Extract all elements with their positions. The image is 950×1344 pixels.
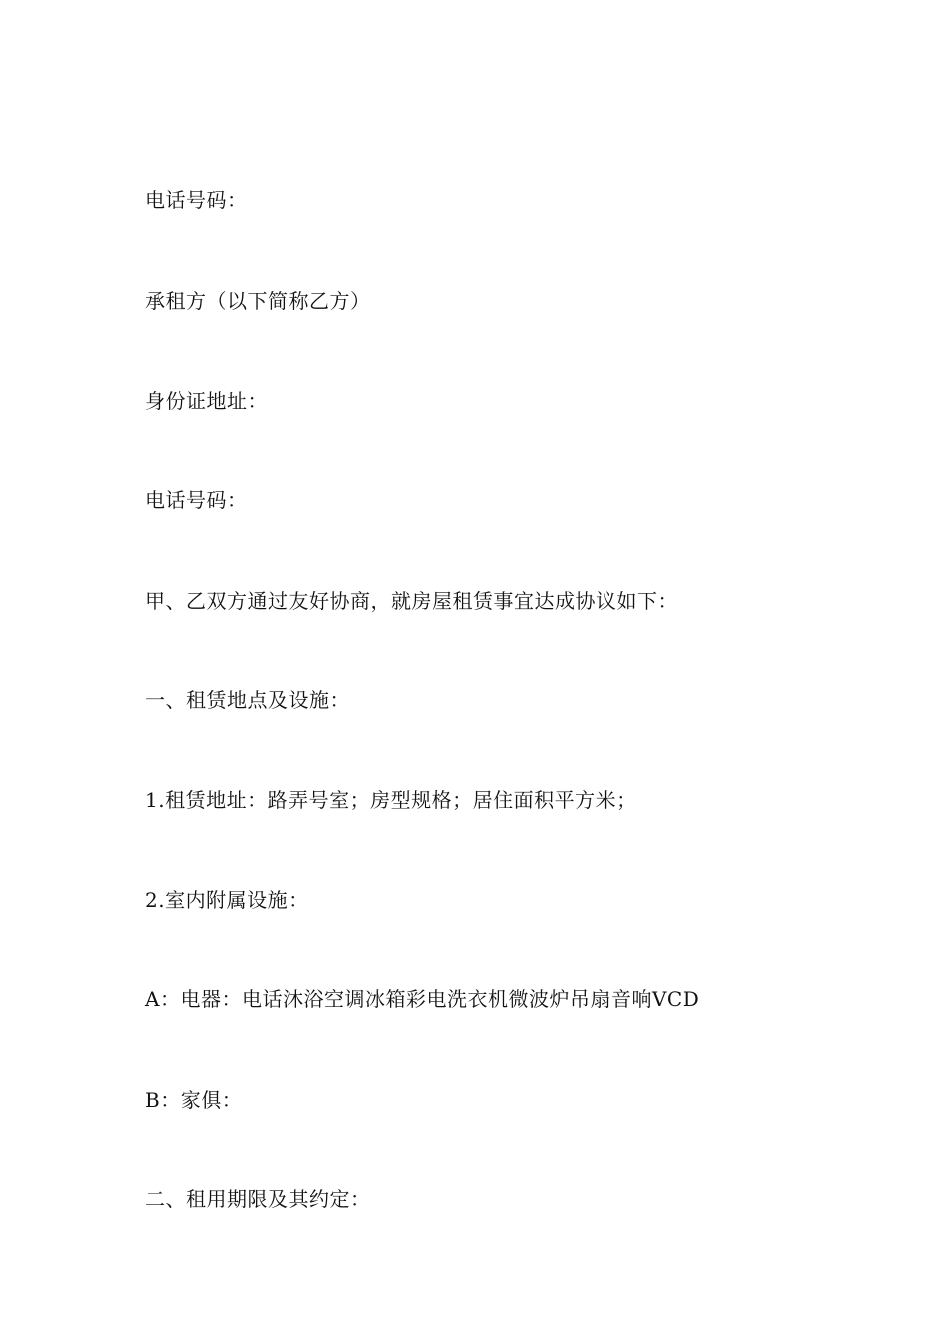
rental-address-line: 1.租赁地址：路弄号室；房型规格；居住面积平方米； [145,788,637,812]
lessor-phone-line: 电话号码： [145,188,248,212]
section-two-heading: 二、租用期限及其约定： [145,1187,371,1211]
facilities-heading-line: 2.室内附属设施： [145,888,309,912]
appliances-line: A：电器：电话沐浴空调冰箱彩电洗衣机微波炉吊扇音响VCD [145,987,700,1011]
agreement-intro-line: 甲、乙双方通过友好协商，就房屋租赁事宜达成协议如下： [145,589,678,613]
section-one-heading: 一、租赁地点及设施： [145,688,350,712]
furniture-line: B：家俱： [145,1088,243,1112]
lessee-heading-line: 承租方（以下简称乙方） [145,289,371,313]
lessee-phone-line: 电话号码： [145,488,248,512]
lessee-id-address-line: 身份证地址： [145,389,268,413]
